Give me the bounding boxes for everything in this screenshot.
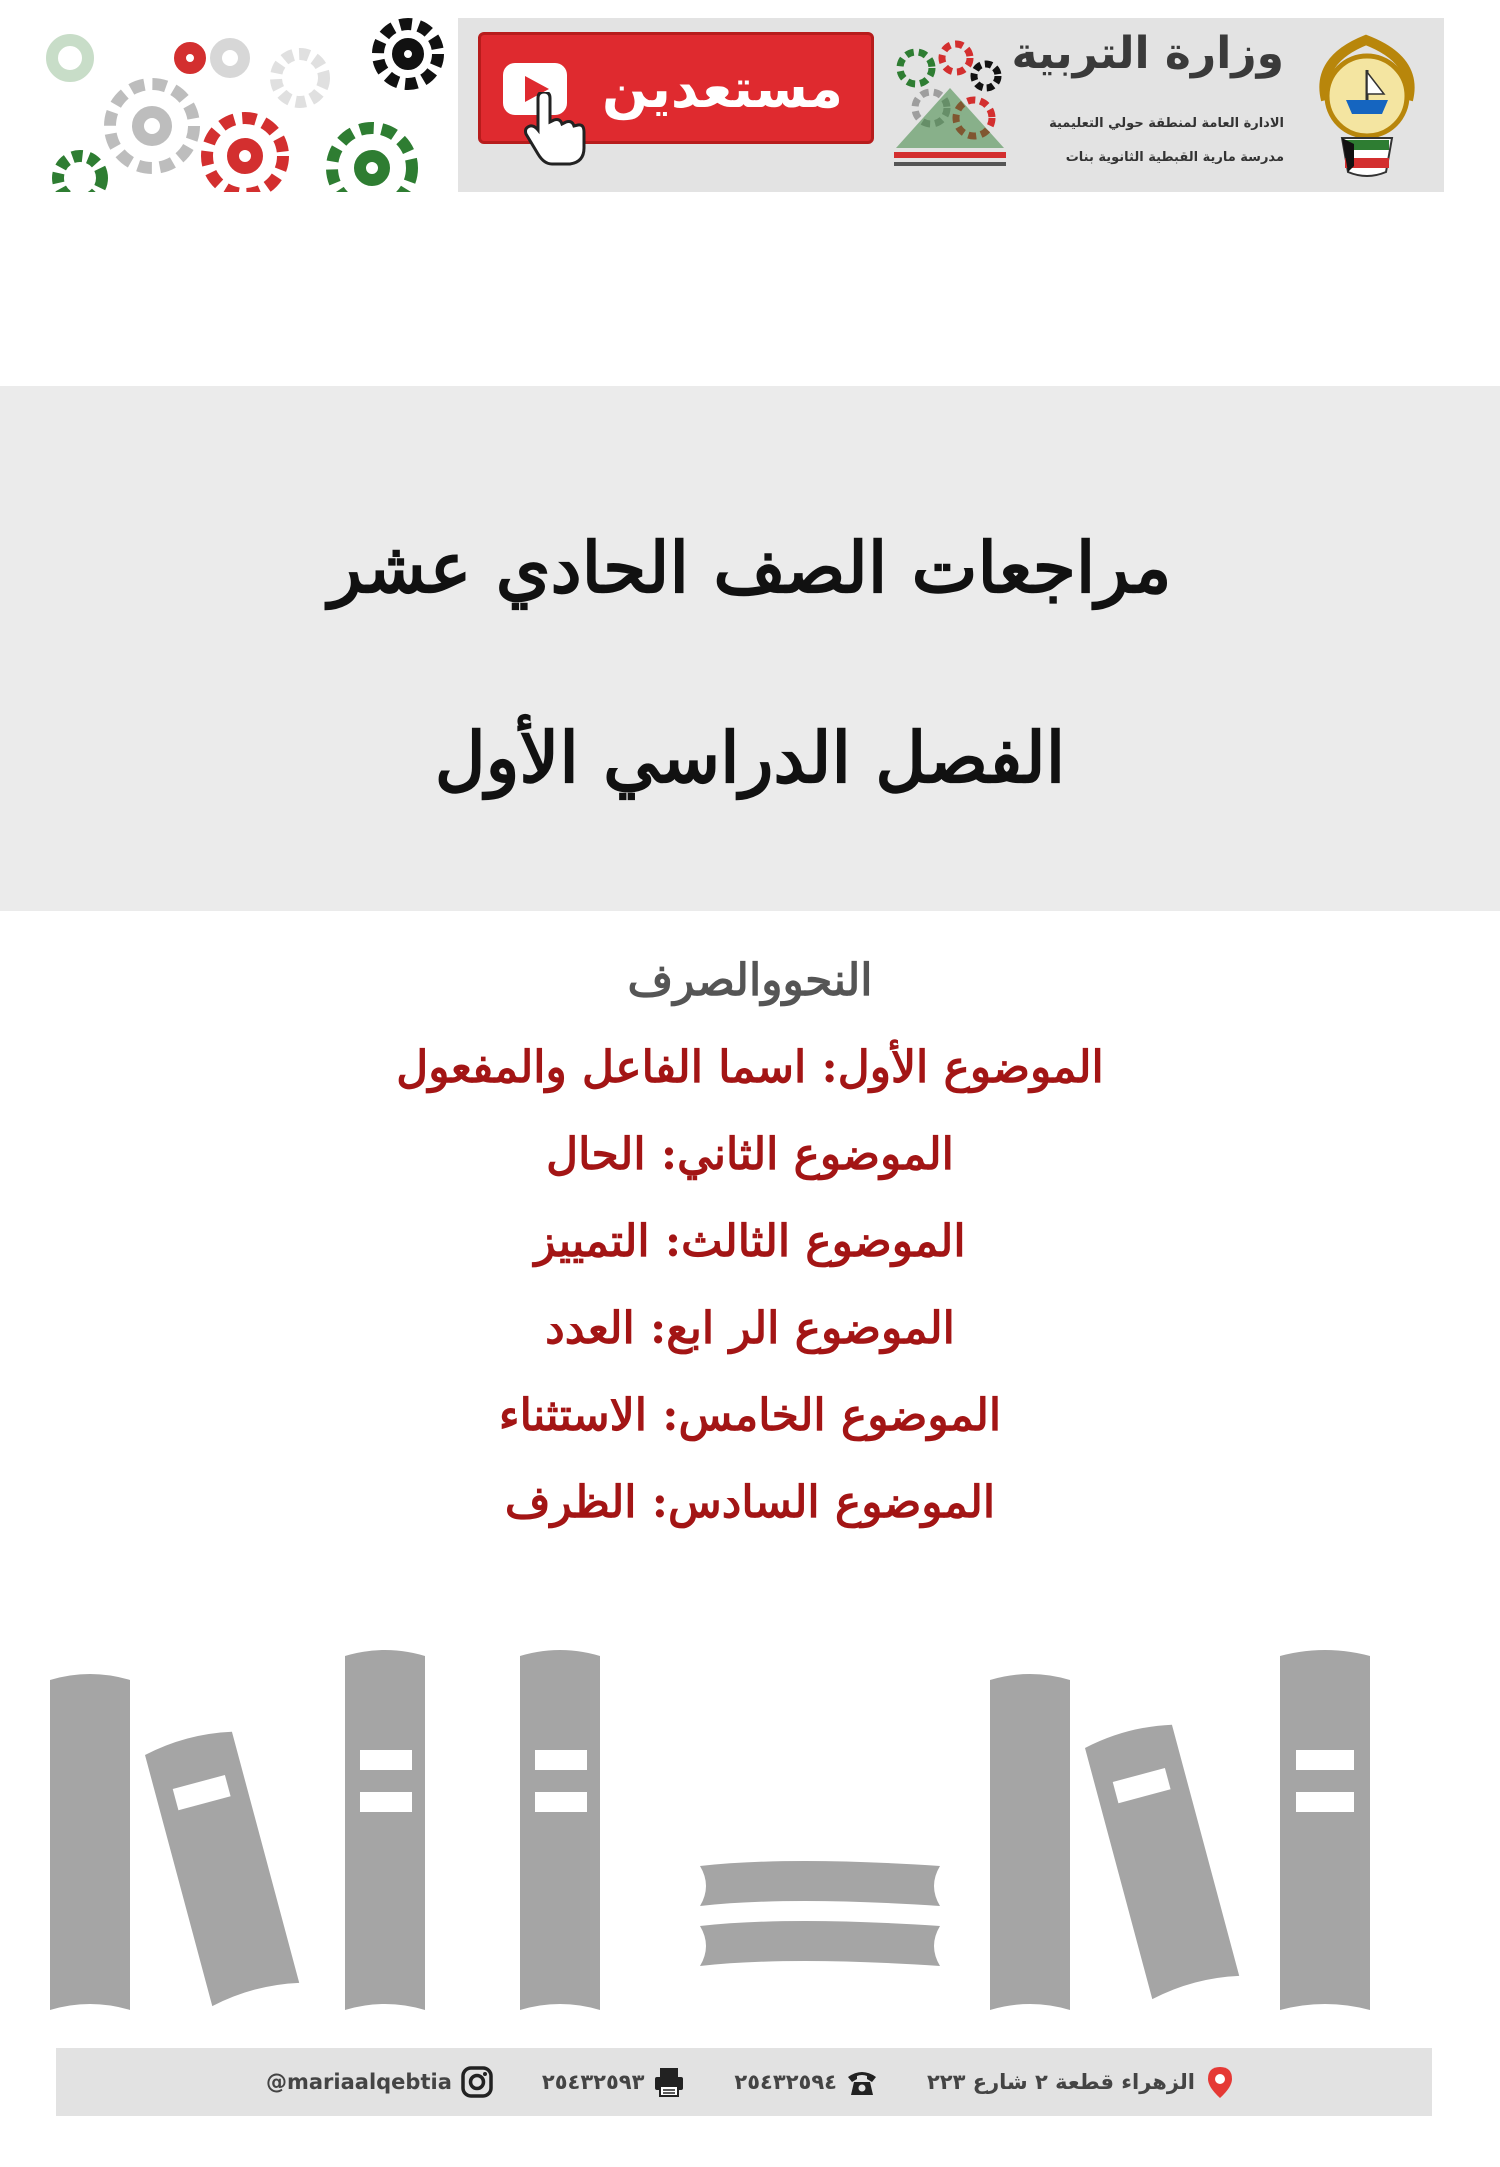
phone-contact: [734, 2065, 887, 2099]
fax-number: ٢٥٤٣٢٥٩٣: [541, 2070, 645, 2094]
contact-footer: [56, 2048, 1432, 2116]
page-subtitle: الفصل الدراسي الأول: [434, 716, 1066, 799]
title-band: [0, 386, 1500, 911]
list-item: الموضوع الخامس: الاستثناء: [498, 1390, 1002, 1441]
ministry-banner: [458, 18, 1444, 192]
topics-list: [0, 1042, 1500, 1564]
list-item: الموضوع السادس: الظرف: [504, 1477, 996, 1528]
instagram-icon: [460, 2065, 494, 2099]
gears-decoration: [40, 18, 458, 192]
location-pin-icon: [1203, 2065, 1237, 2099]
kuwait-emblem: [1306, 30, 1428, 180]
school-logo-gears: [886, 28, 1014, 178]
ministry-subtitle-directorate: الادارة العامة لمنطقة حولي التعليمية: [1049, 116, 1284, 131]
cursor-hand-icon: [524, 92, 588, 166]
phone-number: ٢٥٤٣٢٥٩٤: [734, 2070, 837, 2094]
address-text: الزهراء قطعة ٢ شارع ٢٢٣: [926, 2070, 1195, 2094]
list-item: الموضوع الثالث: التمييز: [534, 1216, 966, 1267]
instagram-contact[interactable]: [266, 2065, 502, 2099]
list-item: الموضوع الر ابع: العدد: [545, 1303, 955, 1354]
ready-button-label: مستعدين: [602, 56, 843, 120]
ministry-title: وزارة التربية: [1011, 28, 1284, 79]
ministry-subtitle-school: مدرسة مارية القبطية الثانوية بنات: [1065, 150, 1284, 165]
list-item: الموضوع الأول: اسما الفاعل والمفعول: [396, 1042, 1104, 1093]
fax-icon: [652, 2065, 686, 2099]
books-illustration: [40, 1640, 1460, 2020]
subject-heading: النحووالصرف: [627, 955, 873, 1006]
address-contact: [927, 2065, 1245, 2099]
fax-contact: [542, 2065, 695, 2099]
header-banner: [40, 18, 1444, 192]
page-title: مراجعات الصف الحادي عشر: [328, 526, 1172, 609]
instagram-handle: @mariaalqebtia: [266, 2070, 452, 2094]
list-item: الموضوع الثاني: الحال: [546, 1129, 954, 1180]
phone-icon: [845, 2065, 879, 2099]
